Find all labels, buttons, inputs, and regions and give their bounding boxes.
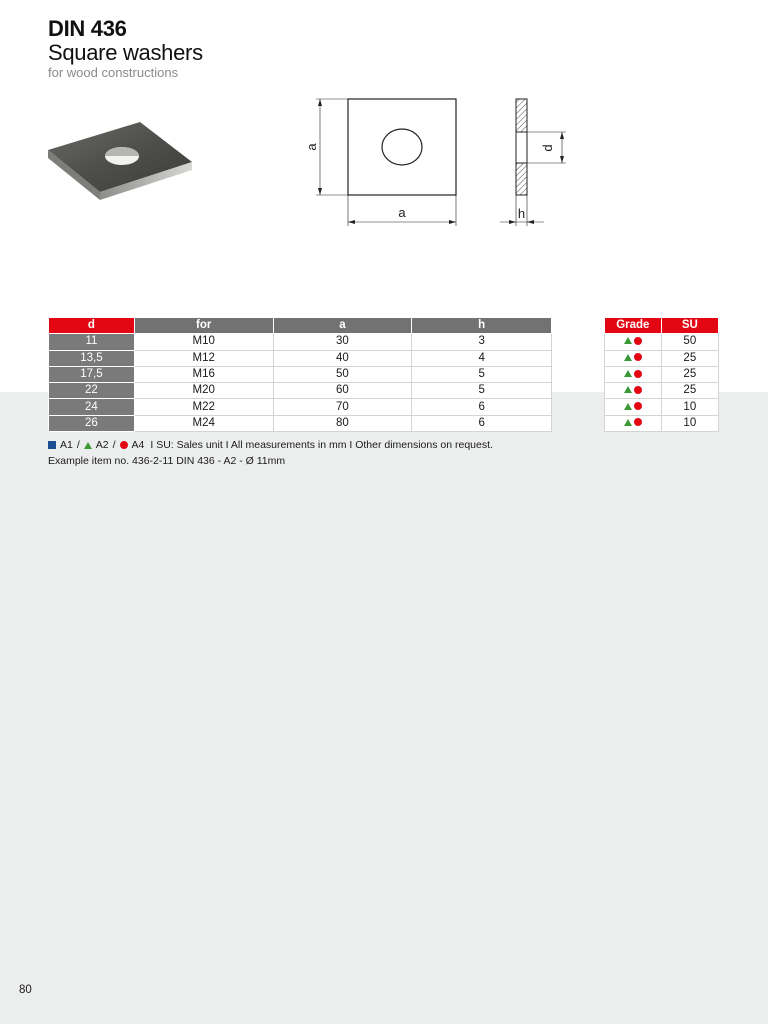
cell-for: M24 xyxy=(134,415,273,431)
circle-icon xyxy=(634,353,642,361)
dimensions-table xyxy=(48,317,552,432)
circle-icon xyxy=(634,337,642,345)
col-header-h: h xyxy=(412,318,552,334)
cell-a: 60 xyxy=(273,383,412,399)
table-row xyxy=(49,366,552,382)
table-row xyxy=(49,383,552,399)
washer-photo xyxy=(40,110,200,210)
triangle-icon xyxy=(624,386,632,393)
triangle-icon xyxy=(624,403,632,410)
table-row xyxy=(605,399,719,415)
cell-grade xyxy=(605,350,662,366)
cell-h: 3 xyxy=(412,334,552,350)
grade-table xyxy=(604,317,719,432)
cell-h: 6 xyxy=(412,415,552,431)
table-row xyxy=(49,415,552,431)
square-icon xyxy=(48,441,56,449)
triangle-icon xyxy=(624,337,632,344)
col-header-for: for xyxy=(134,318,273,334)
cell-a: 30 xyxy=(273,334,412,350)
legend-a2: A2 xyxy=(95,439,109,451)
page-title: DIN 436 xyxy=(48,16,127,41)
col-header-grade: Grade xyxy=(605,318,662,334)
triangle-icon xyxy=(84,442,92,449)
circle-icon xyxy=(634,386,642,394)
cell-d: 17,5 xyxy=(49,366,135,382)
circle-icon xyxy=(634,370,642,378)
dim-label-d: d xyxy=(540,144,555,152)
cell-su: 25 xyxy=(661,383,718,399)
table-row xyxy=(605,366,719,382)
col-header-a: a xyxy=(273,318,412,334)
cell-for: M10 xyxy=(134,334,273,350)
cell-grade xyxy=(605,399,662,415)
cell-for: M20 xyxy=(134,383,273,399)
triangle-icon xyxy=(624,419,632,426)
page-background-band xyxy=(0,392,768,1024)
page-number: 80 xyxy=(19,984,32,996)
cell-grade xyxy=(605,415,662,431)
cell-d: 22 xyxy=(49,383,135,399)
col-header-su: SU xyxy=(661,318,718,334)
grade-legend xyxy=(48,439,493,451)
cell-su: 25 xyxy=(661,350,718,366)
cell-for: M22 xyxy=(134,399,273,415)
cell-d: 11 xyxy=(49,334,135,350)
cell-su: 50 xyxy=(661,334,718,350)
technical-drawing xyxy=(300,92,570,232)
table-row xyxy=(605,350,719,366)
example-item-number: Example item no. 436-2-11 DIN 436 - A2 - Ø 11mm xyxy=(48,455,286,467)
legend-sep: / xyxy=(76,439,80,451)
grade-header-row xyxy=(605,318,719,334)
table-row xyxy=(605,415,719,431)
cell-grade xyxy=(605,366,662,382)
cell-grade xyxy=(605,334,662,350)
table-row xyxy=(49,334,552,350)
cell-su: 10 xyxy=(661,399,718,415)
cell-d: 26 xyxy=(49,415,135,431)
dim-label-a-horizontal: a xyxy=(398,205,406,220)
cell-a: 70 xyxy=(273,399,412,415)
cell-h: 5 xyxy=(412,383,552,399)
cell-h: 6 xyxy=(412,399,552,415)
page-subsubtitle: for wood constructions xyxy=(48,65,179,80)
cell-d: 24 xyxy=(49,399,135,415)
table-row xyxy=(605,383,719,399)
legend-sep: / xyxy=(112,439,116,451)
legend-text: I SU: Sales unit I All measurements in mm I Other dimensions on request. xyxy=(150,439,493,451)
cell-h: 4 xyxy=(412,350,552,366)
circle-icon xyxy=(634,418,642,426)
cell-a: 50 xyxy=(273,366,412,382)
dim-label-h: h xyxy=(517,206,526,221)
cell-d: 13,5 xyxy=(49,350,135,366)
table-row xyxy=(605,334,719,350)
triangle-icon xyxy=(624,354,632,361)
legend-a1: A1 xyxy=(60,439,73,451)
table-row xyxy=(49,399,552,415)
triangle-icon xyxy=(624,370,632,377)
cell-for: M16 xyxy=(134,366,273,382)
table-row xyxy=(49,350,552,366)
circle-icon xyxy=(634,402,642,410)
col-header-d: d xyxy=(49,318,135,334)
table-header-row xyxy=(49,318,552,334)
cell-h: 5 xyxy=(412,366,552,382)
circle-icon xyxy=(120,441,128,449)
cell-for: M12 xyxy=(134,350,273,366)
dim-label-a-vertical: a xyxy=(304,143,319,151)
cell-a: 80 xyxy=(273,415,412,431)
page-subtitle: Square washers xyxy=(48,40,203,65)
cell-a: 40 xyxy=(273,350,412,366)
cell-su: 25 xyxy=(661,366,718,382)
legend-a4: A4 xyxy=(131,439,145,451)
cell-su: 10 xyxy=(661,415,718,431)
cell-grade xyxy=(605,383,662,399)
